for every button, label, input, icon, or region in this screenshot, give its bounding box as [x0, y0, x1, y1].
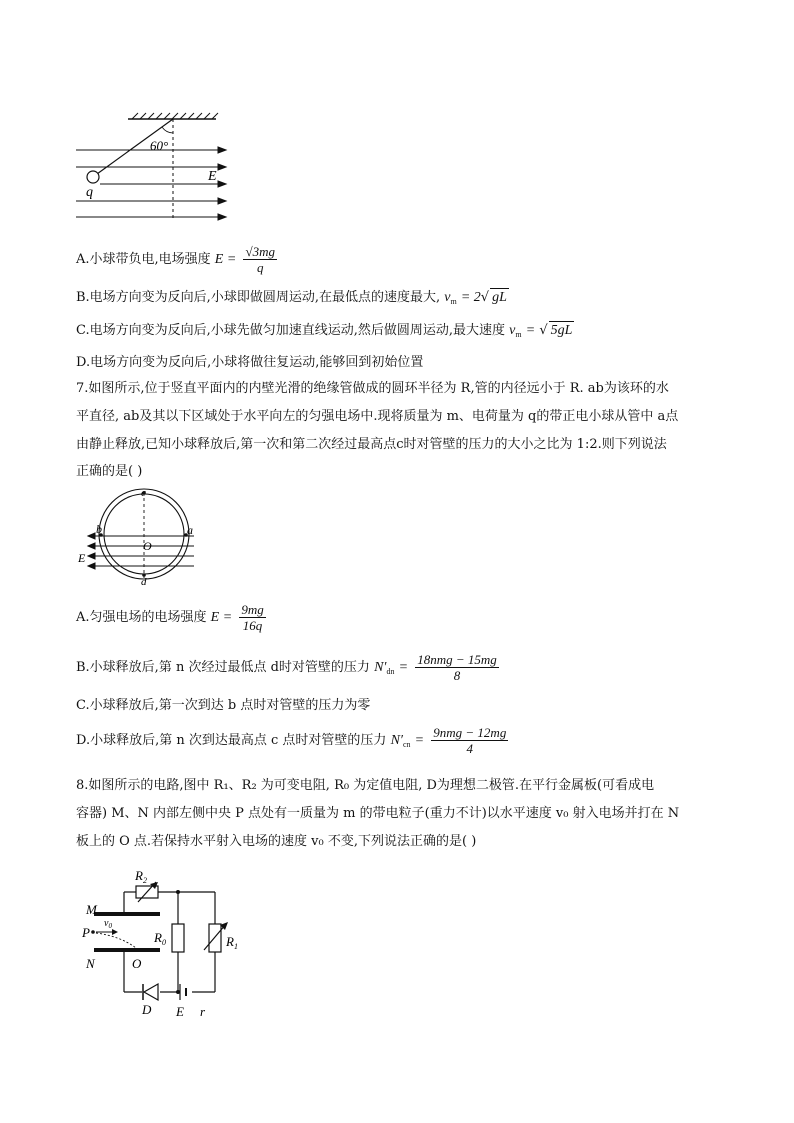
- q7-option-c: C.小球释放后,第一次到达 b 点时对管壁的压力为零: [76, 698, 371, 713]
- point-d-label: d: [141, 576, 147, 586]
- angle-label: 60°: [150, 138, 169, 153]
- q8-stem-3: 板上的 O 点.若保持水平射入电场的速度 v₀ 不变,下列说法正确的是( ): [76, 834, 477, 849]
- field-label: E: [208, 169, 217, 184]
- point-o-label: O: [132, 956, 142, 971]
- q7-stem-1: 7.如图所示,位于竖直平面内的内壁光滑的绝缘管做成的圆环半径为 R,管的内径远小于 R. ab为该环的水: [76, 381, 669, 396]
- q8-stem-2: 容器) M、N 内部左侧中央 P 点处有一质量为 m 的带电粒子(重力不计)以水平速度 v₀ 射入电场并打在 N: [76, 806, 680, 821]
- pendulum-figure: [70, 112, 240, 224]
- r0-label: $R_0$: [154, 930, 166, 947]
- r2-label: $R_2$: [135, 868, 147, 885]
- point-c-label: c: [141, 487, 146, 499]
- emf-e-label: E: [176, 1004, 184, 1019]
- q6-option-b: B.电场方向变为反向后,小球即做圆周运动,在最低点的速度最大, $v_m = 2√$ gL: [76, 290, 507, 306]
- center-o-label: O: [143, 539, 152, 553]
- ring-tube-figure: [74, 486, 204, 586]
- r1-label: $R_1$: [226, 934, 238, 951]
- field-e-label: E: [78, 551, 86, 565]
- circuit-figure: [80, 862, 250, 1022]
- point-a-label: a: [187, 523, 193, 537]
- point-b-label: b: [96, 522, 102, 536]
- diode-d-label: D: [142, 1002, 152, 1017]
- point-p-label: P: [82, 925, 90, 940]
- q6-option-c: C.电场方向变为反向后,小球先做匀加速直线运动,然后做圆周运动,最大速度 $v_m$ = √ 5gL: [76, 323, 573, 339]
- q6-a-fraction: $\frac{√3mg}{q}$: [245, 244, 275, 275]
- q6-option-a: A.小球带负电,电场强度 E = $\frac{√3mg}{q}$: [76, 244, 275, 275]
- q7-stem-3: 由静止释放,已知小球释放后,第一次和第二次经过最高点c时对管壁的压力的大小之比为 1:2.则下列说法: [76, 437, 667, 452]
- internal-r-label: r: [200, 1004, 206, 1019]
- q7-stem-4: 正确的是( ): [76, 464, 143, 479]
- q6-option-d: D.电场方向变为反向后,小球将做往复运动,能够回到初始位置: [76, 355, 424, 370]
- q7-stem-2: 平直径, ab及其以下区域处于水平向左的匀强电场中.现将质量为 m、电荷量为 q的带正电小球从管中 a点: [76, 409, 679, 424]
- q7-option-a: A.匀强电场的电场强度 E = $\frac{9mg}{16q}$: [76, 602, 264, 633]
- q7-option-b: B.小球释放后,第 n 次经过最低点 d时对管壁的压力 $N'_{dn}$ = $\frac{\text{18nmg − 15mg}}{8}$: [76, 652, 497, 683]
- plate-n-label: N: [86, 956, 95, 971]
- charge-label: q: [86, 185, 93, 200]
- plate-m-label: M: [86, 902, 97, 917]
- v0-label: $v_0$: [104, 918, 112, 930]
- q8-stem-1: 8.如图所示的电路,图中 R₁、R₂ 为可变电阻, R₀ 为定值电阻, D为理想二极管.在平行金属板(可看成电: [76, 778, 655, 793]
- q7-option-d: D.小球释放后,第 n 次到达最高点 c 点时对管壁的压力 $N'_{cn}$ = $\frac{\text{9nmg − 12mg}}{4}$: [76, 725, 507, 756]
